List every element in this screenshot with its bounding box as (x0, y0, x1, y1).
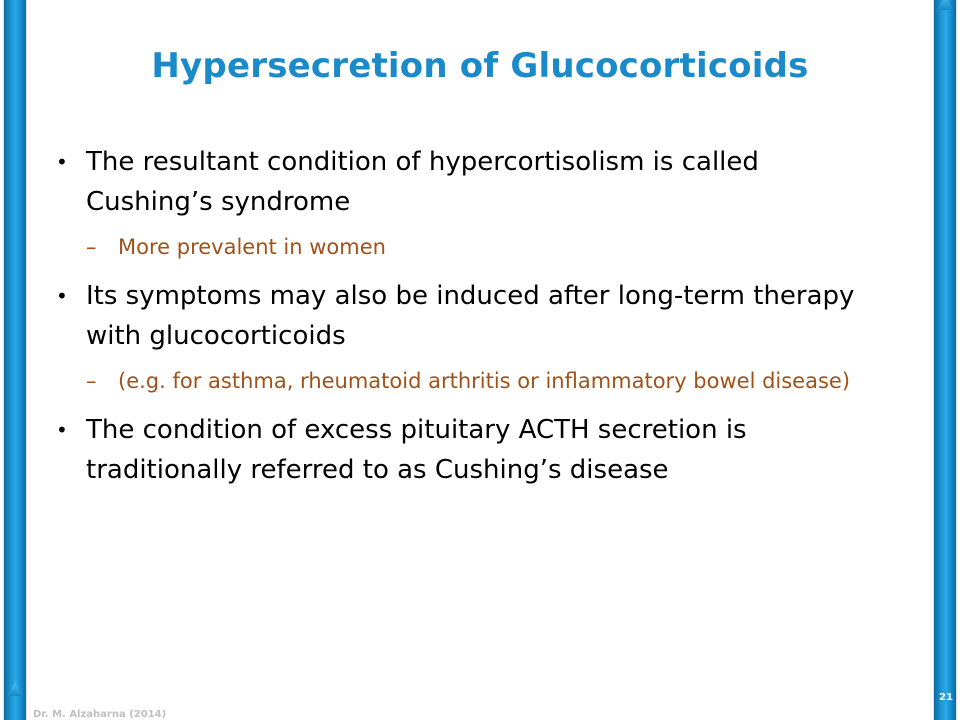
bullet-text: Its symptoms may also be induced after long-term therapy with glucocorticoids (86, 281, 855, 351)
dash-icon: – (86, 369, 97, 393)
sub-bullet-text: (e.g. for asthma, rheumatoid arthritis or inflammatory bowel disease) (118, 369, 851, 393)
sub-bullet (86, 230, 878, 264)
right-bar-arrow-icon (937, 0, 953, 10)
dash-icon: – (86, 235, 97, 259)
bullet-text: The condition of excess pituitary ACTH secretion is traditionally referred to as Cushing’s disease (86, 415, 747, 485)
footer-author: Dr. M. Alzaharna (2014) (33, 709, 167, 720)
slide-title: Hypersecretion of Glucocorticoids (151, 46, 809, 86)
bullet-list (48, 142, 878, 498)
left-bar-arrow-icon (7, 682, 23, 696)
sub-bullet-text: More prevalent in women (118, 235, 386, 259)
bullet-item (48, 276, 878, 398)
page-number: 21 (939, 692, 953, 703)
bullet-icon: • (56, 418, 68, 442)
bullet-item (48, 142, 878, 264)
bullet-icon: • (56, 284, 68, 308)
sub-bullet (86, 364, 878, 398)
right-decorative-bar (934, 0, 956, 720)
bullet-text: The resultant condition of hypercortisolism is called Cushing’s syndrome (86, 147, 759, 217)
bullet-icon: • (56, 150, 68, 174)
bullet-item (48, 410, 878, 490)
left-decorative-bar (4, 0, 26, 720)
